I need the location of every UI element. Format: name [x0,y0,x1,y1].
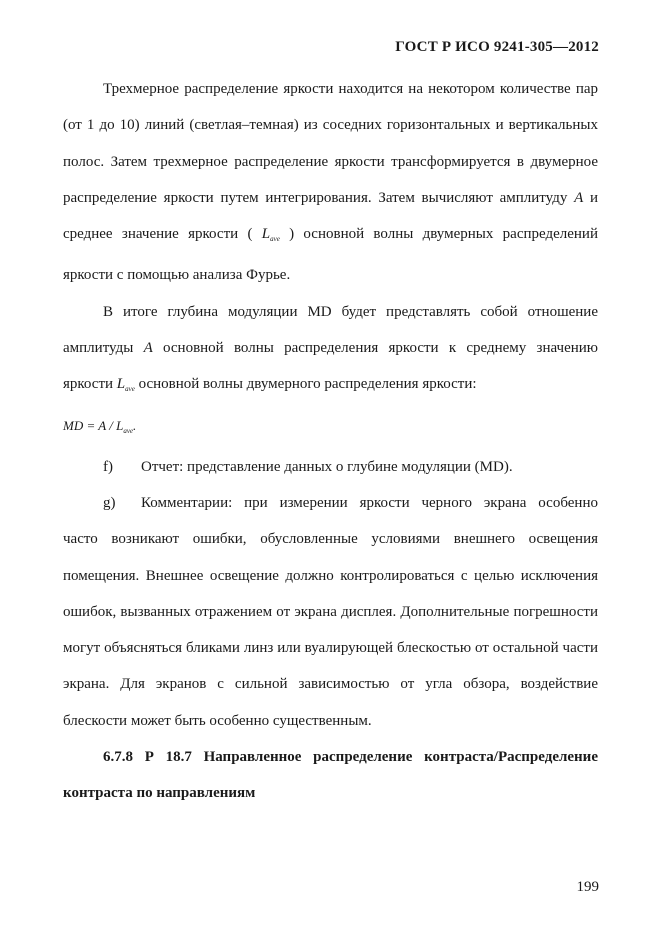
paragraph-comments: часто возникают ошибки, обусловленные условиями внешнего освещения помещения. Внешнее освещение должно контролироваться с целью исключения ошибок, вызванных отражением от экрана дисплея. Дополнительные погрешности могут объясняться бликами линз или вуалирующей блескостью от остальной части экрана. Для экранов с сильной зависимостью от угла обзора, воздействие блескости может быть особенно существенным. [63,531,598,729]
subscript: ave [270,235,280,244]
symbol-amplitude: A [574,189,584,206]
text: ) основной волны двумерных распределений яркости с помощью анализа Фурье. [63,226,598,284]
formula-subscript: ave [123,426,134,435]
paragraph-luminance-distribution [63,71,598,294]
list-text: Комментарии: при измерении яркости черного экрана особенно [141,494,598,511]
formula-md [63,408,598,449]
list-item-g [63,485,598,521]
list-label: f) [103,458,113,475]
text: и среднее значение яркости ( [63,189,598,243]
formula-text: MD = A / L [63,417,124,433]
subscript: ave [125,385,135,394]
list-text: Отчет: представление данных о глубине модуляции (MD). [141,458,513,475]
document-header: ГОСТ Р ИСО 9241-305—2012 [395,39,599,55]
page-body [63,71,598,812]
page-number: 199 [576,879,599,895]
symbol-luminance: L [116,376,126,393]
list-label: g) [103,494,116,511]
section-heading: 6.7.8 Р 18.7 Направленное распределение контраста/Распределение контраста по направлениям [63,749,598,802]
text: основной волны распределения яркости к среднему значению яркости [63,340,599,393]
formula-end: . [133,417,137,433]
text: В итоге глубина модуляции MD будет представлять собой отношение амплитуды [63,303,598,357]
symbol-luminance: L [261,226,271,243]
text: Трехмерное распределение яркости находится на некотором количестве пар (от 1 до 10) линий (светлая–темная) из соседних горизонтальных и вертикальных полос. Затем трехмерное распределение яркости трансформируется в двумерное распределение яркости путем интегрирования. Затем вычисляют амплитуду [63,81,598,206]
symbol-amplitude: A [143,340,153,357]
text: основной волны двумерного распределения яркости: [134,376,477,393]
paragraph-modulation-depth [63,294,598,408]
list-item-f [63,449,598,485]
